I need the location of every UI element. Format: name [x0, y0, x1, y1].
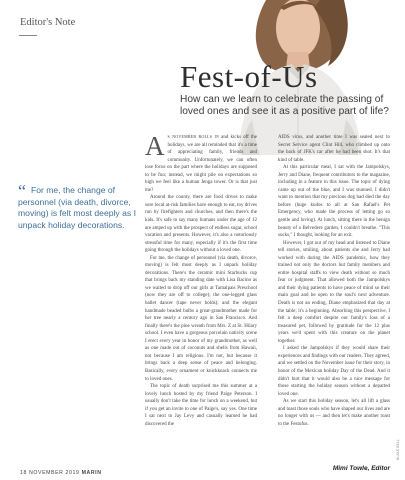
body-paragraph: However, I got out of my head and listened to Diane tell stories, smiling, about patients she and Jerry had worked with during the AIDS pandemic, how they trained not only the doctors but family members and entire hospital staffs to view death without so much fear or judgment. That allowed both the Jampolskys and their dying patients to have peace of mind so their main goal and be open to the soul's next adventure. Death is not an ending, Diane emphasized that day at the table; it's a beginning. Absorbing this perspective, I felt a deep comfort despite our family's loss of a treasured pet, followed by gratitude for the 12 plus years we'd spent with this creature on the planet together.	[278, 240, 390, 344]
page-folio	[20, 470, 102, 476]
body-paragraph: As we start this holiday season, let's all lift a glass and toast those souls who have shaped our lives and are no longer with us — and then let's make another toast to the Festofus.	[278, 399, 390, 427]
body-paragraph: Around the county, there are food drives to make sure local at-risk families have enough to eat, toy drives run by firefighters and churches, and then there's the kids. It's safe to say many humans under the age of 12 are amped up with the prospect of endless sugar, school vacation and presents. However, it's also a notoriously stressful time for many, especially if it's the first time going through the holidays without a loved one.	[145, 195, 257, 254]
article-deck: How can we learn to celebrate the passing of loved ones and see it as a positive part of life?	[180, 94, 389, 117]
lead-in: s november rolls in	[167, 135, 220, 140]
body-paragraph: AIDS virus, and another time I was seated next to Secret Service agent Clint Hill, who climbed up onto the back of JFK's car after he had been shot. It's that kind of table.	[278, 135, 390, 163]
body-column-2	[278, 134, 390, 428]
drop-cap: A	[145, 131, 165, 161]
section-label: Editor's Note	[20, 17, 76, 28]
body-paragraph: The topic of death surprised me this summer at a lovely lunch hosted by my friend Paige Peterson. I usually don't take the time for lunch on a weekend, but if you get an invite to one of Paige's, say yes. One time I sat next to Jay Levy and casually learned he had discovered the	[145, 384, 257, 427]
body-paragraph	[145, 131, 258, 194]
body-paragraph: I asked the Jampolskys if they would share their experiences and findings with our readers. They agreed, and we settled on the November issue for their story, in honor of the Mexican holiday Day of the Dead. And it didn't hurt that it would also be a nice message for those starting the holiday season without a departed loved one.	[278, 346, 390, 397]
issue-date: NOVEMBER 2019	[29, 470, 80, 476]
magazine-name: MARIN	[81, 470, 102, 476]
article-title: Fest-of-Us	[180, 59, 318, 94]
photo-credit: BLAKE BELL	[396, 439, 400, 460]
pull-quote-text: For me, the change of personnel (via death, divorce, moving) is felt most deeply as I unpack holiday decorations.	[18, 185, 136, 230]
section-divider	[19, 35, 37, 36]
paragraph-text: and kicks off the holidays, we are all reminded that it's a time of appreciating family, friends and community. Unfortunately, we can often lose focus on the part where the holidays are supposed to be fun; instead, we might pile on expectations so high we feel like a human Jenga tower. Or is that just me?	[145, 135, 258, 193]
body-column-1	[145, 131, 258, 428]
pull-quote	[18, 181, 138, 231]
body-paragraph: At this particular meal, I sat with the Jampolskys, Jerry and Diane, frequent contributors to the magazine, including in a feature in this issue. The topic of dying came up out of the blue, and I was stunned. I didn't want to mention that my precious dog had died the day before (huge kudos to all at San Rafael's Pet Emergency, who made the process of letting go so gentle and loving). At lunch, sitting there in the benign beauty of a Belvedere garden, I couldn't breathe. "This sucks," I thought, looking for an exit.	[278, 165, 390, 239]
quote-mark-icon: “	[18, 181, 26, 201]
page-number: 18	[20, 470, 27, 476]
body-paragraph: For me, the change of personnel (via death, divorce, moving) is felt most deeply as I unpack holiday decorations. There's the ceramic mini Starbucks cup that brings back my standing date with Lisa Bacino as we waited to drop off our girls at Tamalpais Preschool (now they are off to college); the one-legged glass ballet dancer (tape never holds); and the elegant handmade beaded bulbs a great-grandmother made for her tree nearly a century ago in San Francisco. And finally there's the pine wreath from Mrs. Z at St. Hilary school. I even have a gorgeous porcelain nativity scene I erect every year in honor of my grandmother, as well as one made out of coconuts and shells from Hawaii, not because I am religious. I'm not, but because it brings back a deep sense of peace and belonging. Basically, every ornament or knickknack connects me to loved ones.	[145, 255, 257, 382]
editor-signature: Mimi Towle, Editor	[332, 465, 390, 472]
